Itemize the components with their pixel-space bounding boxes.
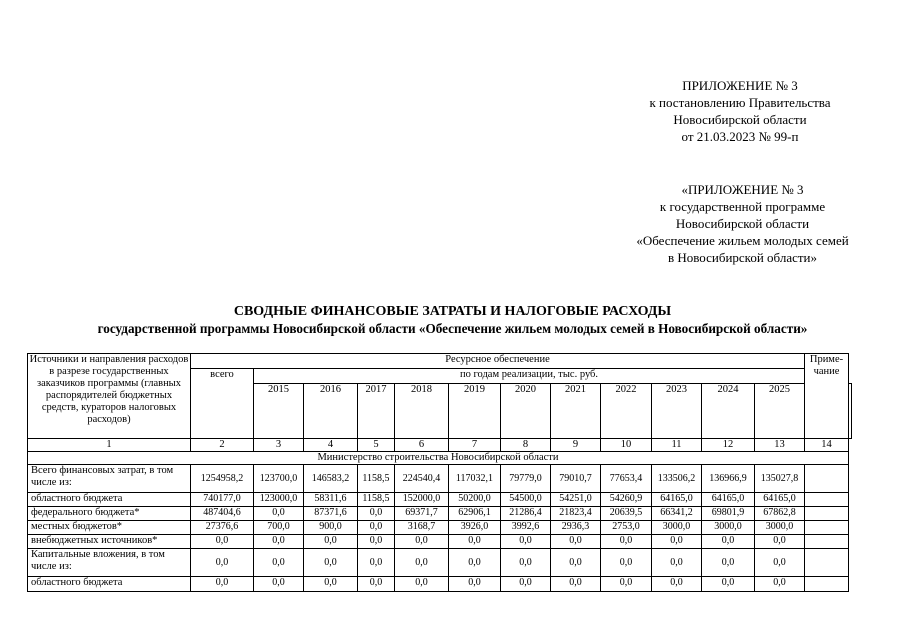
column-number: 2	[191, 439, 254, 452]
value-cell: 79779,0	[501, 465, 551, 493]
header-year: 2017	[358, 384, 395, 439]
value-cell: 0,0	[254, 507, 304, 521]
value-cell: 0,0	[601, 577, 652, 592]
header-note: Приме-чание	[805, 354, 849, 439]
value-cell: 64165,0	[755, 493, 805, 507]
value-cell: 146583,2	[304, 465, 358, 493]
header-note-blank	[849, 384, 852, 439]
value-cell: 224540,4	[395, 465, 449, 493]
table-row	[28, 549, 852, 577]
value-cell: 0,0	[551, 577, 601, 592]
value-cell: 0,0	[702, 577, 755, 592]
value-cell: 27376,6	[191, 521, 254, 535]
value-cell: 3000,0	[702, 521, 755, 535]
column-number: 5	[358, 439, 395, 452]
value-cell: 0,0	[191, 535, 254, 549]
section-header: Министерство строительства Новосибирской области	[28, 452, 849, 465]
header-year: 2022	[601, 384, 652, 439]
column-number: 4	[304, 439, 358, 452]
table-row	[28, 465, 852, 493]
value-cell: 136966,9	[702, 465, 755, 493]
column-number: 9	[551, 439, 601, 452]
value-cell: 0,0	[652, 549, 702, 577]
header-year: 2015	[254, 384, 304, 439]
note-cell	[805, 535, 849, 549]
value-cell: 69371,7	[395, 507, 449, 521]
value-cell: 66341,2	[652, 507, 702, 521]
value-cell: 0,0	[395, 535, 449, 549]
value-cell: 0,0	[191, 549, 254, 577]
header-by-years: по годам реализации, тыс. руб.	[254, 369, 805, 384]
column-number: 8	[501, 439, 551, 452]
value-cell: 3000,0	[652, 521, 702, 535]
row-label: Капитальные вложения, в том числе из:	[28, 549, 191, 577]
value-cell: 79010,7	[551, 465, 601, 493]
header-year: 2023	[652, 384, 702, 439]
column-number: 11	[652, 439, 702, 452]
value-cell: 3926,0	[449, 521, 501, 535]
column-number: 12	[702, 439, 755, 452]
program-appendix-line: «Обеспечение жильем молодых семей	[636, 233, 849, 248]
value-cell: 0,0	[254, 549, 304, 577]
value-cell: 77653,4	[601, 465, 652, 493]
value-cell: 0,0	[652, 535, 702, 549]
value-cell: 20639,5	[601, 507, 652, 521]
program-appendix-line: в Новосибирской области»	[667, 250, 818, 265]
value-cell: 133506,2	[652, 465, 702, 493]
value-cell: 0,0	[551, 535, 601, 549]
value-cell: 123700,0	[254, 465, 304, 493]
value-cell: 54500,0	[501, 493, 551, 507]
value-cell: 1158,5	[358, 493, 395, 507]
value-cell: 0,0	[702, 549, 755, 577]
value-cell: 2753,0	[601, 521, 652, 535]
value-cell: 64165,0	[702, 493, 755, 507]
value-cell: 0,0	[304, 535, 358, 549]
note-cell	[805, 521, 849, 535]
value-cell: 3000,0	[755, 521, 805, 535]
program-appendix-line: к государственной программе	[659, 199, 826, 214]
header-year: 2018	[395, 384, 449, 439]
value-cell: 740177,0	[191, 493, 254, 507]
appendix-line: Новосибирской области	[673, 112, 807, 127]
value-cell: 0,0	[755, 577, 805, 592]
financial-costs-table	[27, 353, 852, 592]
column-number: 6	[395, 439, 449, 452]
value-cell: 900,0	[304, 521, 358, 535]
value-cell: 69801,9	[702, 507, 755, 521]
value-cell: 1158,5	[358, 465, 395, 493]
header-year: 2025	[755, 384, 805, 439]
value-cell: 0,0	[551, 549, 601, 577]
appendix-line: ПРИЛОЖЕНИЕ № 3	[682, 78, 798, 93]
value-cell: 0,0	[755, 535, 805, 549]
value-cell: 50200,0	[449, 493, 501, 507]
column-number: 1	[28, 439, 191, 452]
note-cell	[805, 465, 849, 493]
value-cell: 54260,9	[601, 493, 652, 507]
value-cell: 0,0	[652, 577, 702, 592]
value-cell: 135027,8	[755, 465, 805, 493]
header-year: 2020	[501, 384, 551, 439]
value-cell: 21823,4	[551, 507, 601, 521]
header-year: 2021	[551, 384, 601, 439]
header-source: Источники и направления расходов в разрезе государственных заказчиков программы (главных распорядителей бюджетных средств, кураторов налоговых расходов)	[28, 354, 191, 439]
document-title: СВОДНЫЕ ФИНАНСОВЫЕ ЗАТРАТЫ И НАЛОГОВЫЕ РАСХОДЫ	[233, 304, 672, 319]
note-cell	[805, 493, 849, 507]
value-cell: 0,0	[191, 577, 254, 592]
value-cell: 152000,0	[395, 493, 449, 507]
row-label: федерального бюджета*	[28, 507, 191, 521]
value-cell: 3168,7	[395, 521, 449, 535]
program-appendix-line: «ПРИЛОЖЕНИЕ № 3	[681, 182, 804, 197]
value-cell: 0,0	[449, 535, 501, 549]
value-cell: 0,0	[304, 577, 358, 592]
value-cell: 123000,0	[254, 493, 304, 507]
header-total: всего	[191, 369, 254, 439]
value-cell: 0,0	[254, 535, 304, 549]
value-cell: 0,0	[449, 549, 501, 577]
value-cell: 0,0	[702, 535, 755, 549]
document-subtitle: государственной программы Новосибирской области «Обеспечение жильем молодых семей в Новосибирской области»	[97, 321, 808, 336]
value-cell: 0,0	[601, 535, 652, 549]
row-label: областного бюджета	[28, 577, 191, 592]
value-cell: 58311,6	[304, 493, 358, 507]
value-cell: 0,0	[358, 521, 395, 535]
column-number: 14	[805, 439, 849, 452]
header-year: 2024	[702, 384, 755, 439]
header-year: 2016	[304, 384, 358, 439]
value-cell: 0,0	[501, 535, 551, 549]
government-decree-appendix	[610, 77, 870, 145]
column-number: 13	[755, 439, 805, 452]
value-cell: 87371,6	[304, 507, 358, 521]
program-appendix-line: Новосибирской области	[675, 216, 810, 231]
value-cell: 64165,0	[652, 493, 702, 507]
value-cell: 67862,8	[755, 507, 805, 521]
value-cell: 0,0	[254, 577, 304, 592]
note-cell	[805, 577, 849, 592]
value-cell: 0,0	[395, 577, 449, 592]
value-cell: 0,0	[501, 549, 551, 577]
table-row	[28, 493, 852, 507]
appendix-line: к постановлению Правительства	[649, 95, 831, 110]
note-cell	[805, 549, 849, 577]
header-resource: Ресурсное обеспечение	[191, 354, 805, 369]
program-appendix	[600, 181, 885, 266]
column-number: 7	[449, 439, 501, 452]
value-cell: 0,0	[395, 549, 449, 577]
value-cell: 700,0	[254, 521, 304, 535]
value-cell: 0,0	[304, 549, 358, 577]
column-number: 3	[254, 439, 304, 452]
value-cell: 0,0	[358, 535, 395, 549]
row-label: Всего финансовых затрат, в том числе из:	[28, 465, 191, 493]
value-cell: 117032,1	[449, 465, 501, 493]
row-label: внебюджетных источников*	[28, 535, 191, 549]
value-cell: 3992,6	[501, 521, 551, 535]
table-row	[28, 577, 852, 592]
note-cell	[805, 507, 849, 521]
value-cell: 0,0	[755, 549, 805, 577]
value-cell: 0,0	[601, 549, 652, 577]
value-cell: 1254958,2	[191, 465, 254, 493]
appendix-line: от 21.03.2023 № 99-п	[681, 129, 799, 144]
value-cell: 0,0	[358, 507, 395, 521]
value-cell: 487404,6	[191, 507, 254, 521]
table-row	[28, 535, 852, 549]
table-row	[28, 507, 852, 521]
value-cell: 62906,1	[449, 507, 501, 521]
value-cell: 0,0	[358, 577, 395, 592]
value-cell: 0,0	[358, 549, 395, 577]
row-label: областного бюджета	[28, 493, 191, 507]
table-row	[28, 521, 852, 535]
value-cell: 0,0	[449, 577, 501, 592]
row-label: местных бюджетов*	[28, 521, 191, 535]
value-cell: 21286,4	[501, 507, 551, 521]
value-cell: 54251,0	[551, 493, 601, 507]
value-cell: 0,0	[501, 577, 551, 592]
header-year: 2019	[449, 384, 501, 439]
column-number: 10	[601, 439, 652, 452]
value-cell: 2936,3	[551, 521, 601, 535]
